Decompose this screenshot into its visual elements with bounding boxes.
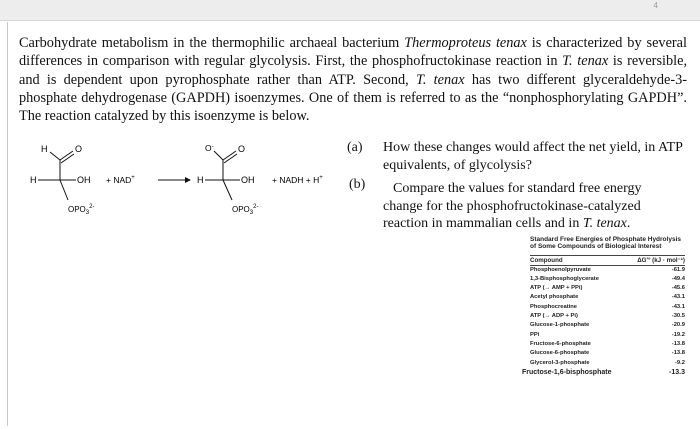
table-row: Phosphocreatine -43.1 bbox=[530, 303, 685, 310]
table-row: Fructose-1,6-bisphosphate -13.3 bbox=[522, 368, 685, 376]
table-header bbox=[530, 255, 685, 266]
table-row: ATP (→ ADP + Pi) -30.5 bbox=[530, 313, 685, 320]
intro-paragraph: Carbohydrate metabolism in the thermophilic archaeal bacterium Thermoproteus tenax is characterized by several differences in comparison with regular glycolysis. First, the phosphofructokinase reaction in T. tenax is reversible, and is dependent upon pyrophosphate rather than ATP. Second, T. tenax has two different glyceraldehyde-3-phosphate dehydrogenase (GAPDH) isoenzymes. One of them is referred to as the “nonphosphorylating GAPDH”. The reaction catalyzed by this isoenzyme is below. bbox=[19, 35, 688, 125]
h-left-label: H bbox=[30, 175, 37, 185]
o-minus-label: O- bbox=[205, 143, 214, 153]
o-top-label: O bbox=[75, 144, 83, 154]
table-row: Glycerol-3-phosphate -9.2 bbox=[530, 359, 685, 366]
table-title: Standard Free Energies of Phosphate Hydrolysis of Some Compounds of Biological Interest bbox=[530, 236, 681, 251]
opo3-left-label: $OPO_3^{2-}$ bbox=[68, 204, 95, 216]
o-top-right-label: O bbox=[238, 144, 246, 154]
question-b-label: (b) bbox=[349, 177, 366, 192]
reaction-arrowhead bbox=[185, 177, 191, 183]
table-row: 1,3-Bisphosphoglycerate -49.4 bbox=[530, 275, 685, 282]
bond bbox=[214, 151, 223, 160]
top-frame-bar bbox=[0, 0, 700, 21]
bond bbox=[60, 180, 68, 200]
plus-nad-label: + NAD+ bbox=[106, 175, 135, 185]
bond bbox=[50, 152, 60, 160]
table-row: Fructose-6-phosphate -13.8 bbox=[530, 340, 685, 347]
oh-right-label: OH bbox=[241, 175, 255, 185]
opo3-right-label: $OPO_3^{2-}$ bbox=[232, 204, 259, 216]
table-row: Phosphoenolpyruvate -61.9 bbox=[530, 266, 685, 273]
table-row: PPi -19.2 bbox=[530, 331, 685, 338]
oh-left-label: OH bbox=[77, 175, 91, 185]
question-a-text: How these changes would affect the net yield, in ATP equivalents, of glycolysis? bbox=[383, 140, 683, 173]
reaction-diagram bbox=[20, 140, 360, 220]
table-row: Acetyl phosphate -43.1 bbox=[530, 294, 685, 301]
question-b-text: Compare the values for standard free energy change for the phosphofructokinase-catalyzed reaction in mammalian cells and in T. tenax. bbox=[383, 181, 642, 231]
table-row: Glucose-1-phosphate -20.9 bbox=[530, 322, 685, 329]
table-row: Glucose-6-phosphate -13.8 bbox=[530, 350, 685, 357]
h-right-label: H bbox=[197, 175, 204, 185]
h-top-label: H bbox=[41, 144, 48, 154]
free-energy-table bbox=[522, 236, 685, 377]
table-row: ATP (→ AMP + PPi) -45.6 bbox=[530, 285, 685, 292]
col-compound-header: Compound bbox=[530, 256, 563, 264]
corner-mark: 4 bbox=[653, 1, 658, 10]
plus-nadh-label: + NADH + H+ bbox=[272, 175, 323, 185]
question-a-label: (a) bbox=[347, 140, 363, 155]
bond bbox=[223, 180, 232, 200]
col-dg-header: ΔG′° (kJ · mol⁻¹) bbox=[637, 256, 685, 264]
